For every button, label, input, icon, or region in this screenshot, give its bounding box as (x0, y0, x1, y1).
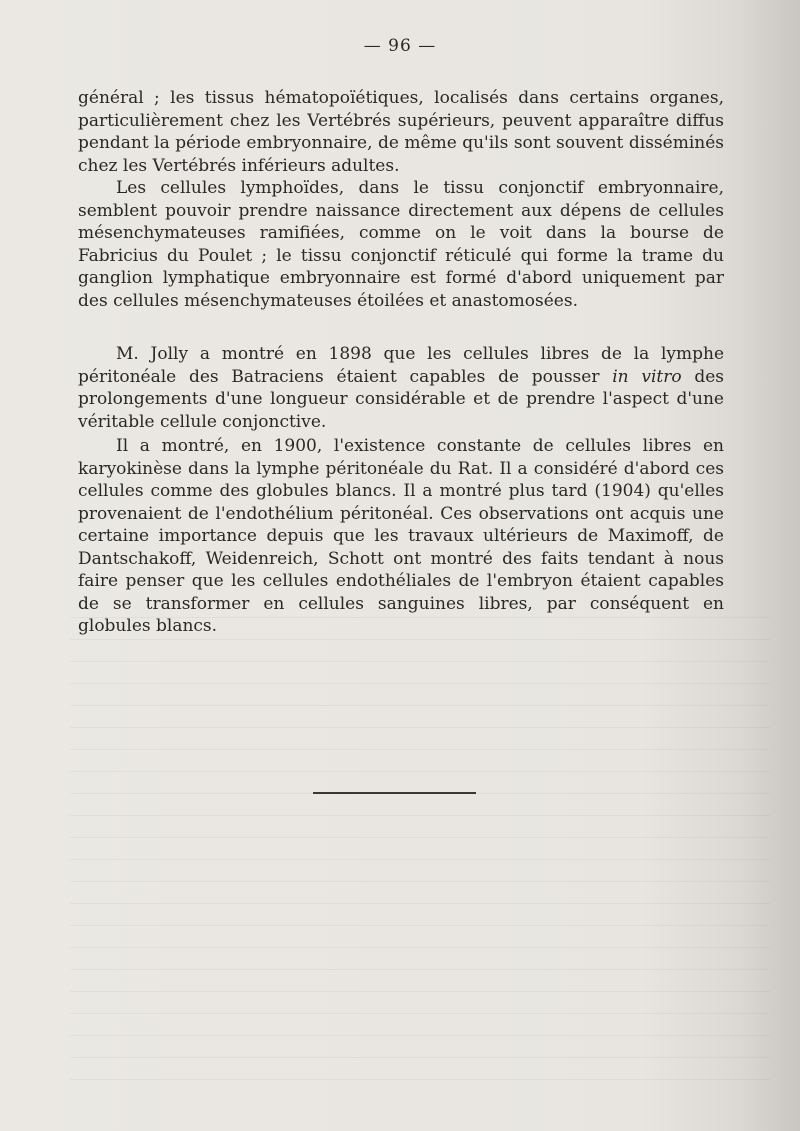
latin-term: in vitro (612, 366, 682, 387)
section-separator-rule (313, 792, 476, 794)
page-number: — 96 — (363, 36, 437, 56)
text-section-1 (78, 87, 724, 312)
text-section-2 (78, 343, 724, 638)
paragraph-jolly-1900: Il a montré, en 1900, l'existence constante de cellules libres en karyokinèse dans la lymphe péritonéale du Rat. Il a considéré d'abord ces cellules comme des globules blancs. Il a montré plus tard (1904) qu'elles provenaient de l'endothélium péritonéal. Ces observations ont acquis une certaine importance depuis que les travaux ultérieurs de Maximoff, de Dantschakoff, Weidenreich, Schott ont montré des faits tendant à nous faire penser que les cellules endothéliales de l'embryon étaient capables de se transformer en cellules sanguines libres, par conséquent en globules blancs. (78, 436, 724, 636)
show-through-texture (70, 600, 770, 1080)
paragraph-lymphoid-cells: Les cellules lymphoïdes, dans le tissu conjonctif embryonnaire, semblent pouvoir prendre naissance directement aux dépens de cellules mésenchymateuses ramifiées, comme on le voit dans la bourse de Fabricius du Poulet ; le tissu conjonctif réticulé qui forme la trame du ganglion lymphatique embryonnaire est formé d'abord uniquement par des cellules mésenchymateuses étoilées et anastomosées. (78, 178, 724, 311)
paragraph-continuation: général ; les tissus hématopoïétiques, localisés dans certains organes, particulièrement chez les Vertébrés supérieurs, peuvent apparaître diffus pendant la période embryonnaire, de même qu'ils sont souvent disséminés chez les Vertébrés inférieurs adultes. (78, 88, 724, 176)
paragraph-jolly-1898: M. Jolly a montré en 1898 que les cellules libres de la lymphe péritonéale des Batraciens étaient capables de pousser in vitro des prolongements d'une longueur considérable et de prendre l'aspect d'une véritable cellule conjonctive. (78, 344, 725, 432)
